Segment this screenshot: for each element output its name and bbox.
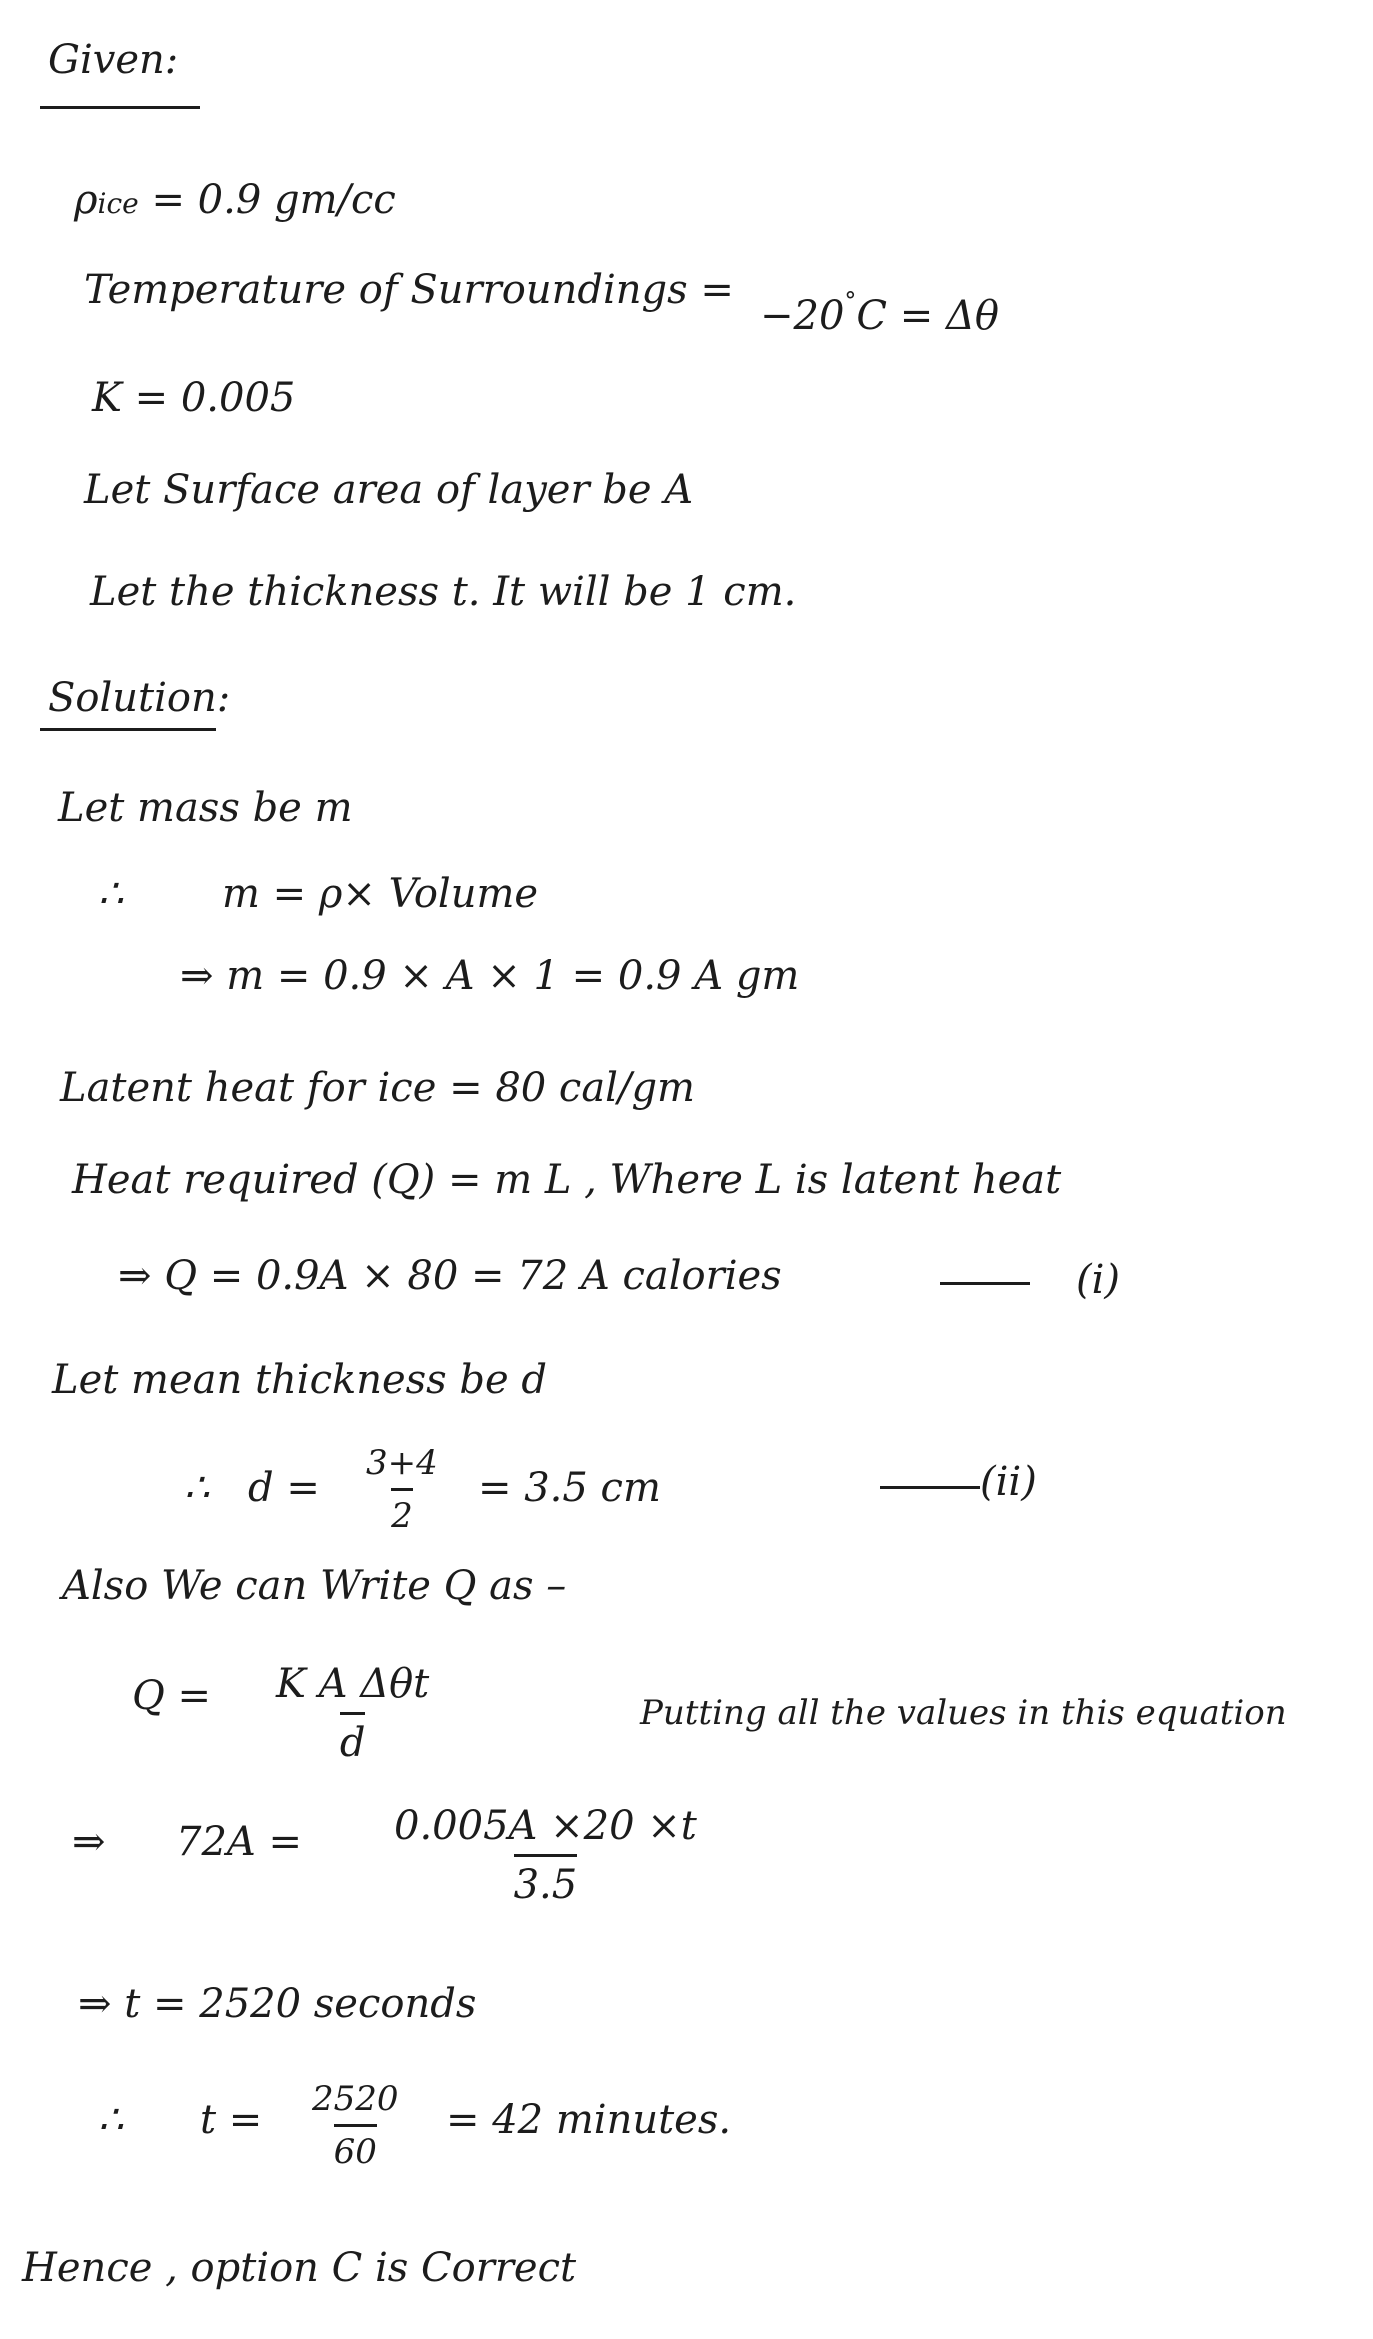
- therefore-3: ∴: [98, 2097, 124, 2143]
- latent-heat-line: Latent heat for ice = 80 cal/gm: [60, 1065, 695, 1111]
- given-underline: [40, 106, 200, 109]
- eq3-numerator: 0.005A ×20 ×t: [394, 1803, 697, 1849]
- t-seconds-line: ⇒ t = 2520 seconds: [78, 1981, 477, 2027]
- thickness-line: Let the thickness t. It will be 1 cm.: [90, 569, 797, 615]
- d-denominator: 2: [391, 1488, 413, 1533]
- eq3-fraction: [388, 1803, 703, 1908]
- mass-formula: m = ρ× Volume: [222, 871, 539, 917]
- q-fraction: [270, 1661, 435, 1766]
- eq3-denominator: 3.5: [514, 1854, 578, 1905]
- mass-intro: Let mass be m: [58, 785, 353, 831]
- temperature-unit: C = Δθ: [856, 293, 999, 339]
- density-symbol: ρ: [74, 177, 98, 223]
- therefore-1: ∴: [98, 871, 124, 917]
- q-lhs: Q =: [132, 1673, 212, 1719]
- temperature-label: Temperature of Surroundings =: [84, 267, 734, 313]
- q-numerator: K A Δθt: [276, 1661, 430, 1707]
- heat-required-line: Heat required (Q) = m L , Where L is latent heat: [72, 1157, 1062, 1203]
- eq3-arrow: ⇒: [72, 1819, 106, 1865]
- temperature-value-line: [760, 287, 999, 339]
- eq3-lhs: 72A =: [176, 1819, 303, 1865]
- d-numerator: 3+4: [366, 1443, 438, 1483]
- t-numerator: 2520: [312, 2079, 399, 2119]
- t-fraction: [306, 2079, 405, 2172]
- d-fraction: [360, 1443, 444, 1536]
- k-line: K = 0.005: [92, 375, 296, 421]
- q-denominator: d: [340, 1712, 366, 1763]
- area-line: Let Surface area of layer be A: [84, 467, 694, 513]
- putting-note: Putting all the values in this equation: [640, 1693, 1287, 1733]
- density-line: [74, 177, 396, 223]
- mass-calculation: ⇒ m = 0.9 × A × 1 = 0.9 A gm: [180, 953, 800, 999]
- conclusion-line: Hence , option C is Correct: [22, 2245, 577, 2291]
- density-subscript: ice: [97, 187, 139, 220]
- eq2-tag: (ii): [980, 1459, 1037, 1505]
- t-result: = 42 minutes.: [446, 2097, 732, 2143]
- t-lhs: t =: [200, 2097, 263, 2143]
- given-heading: Given:: [48, 37, 179, 83]
- temperature-value: −20: [760, 293, 845, 339]
- therefore-2: ∴: [184, 1465, 210, 1511]
- d-lhs: d =: [248, 1465, 320, 1511]
- eq1-dash: [940, 1282, 1030, 1285]
- solution-heading: Solution:: [48, 675, 231, 721]
- solution-underline: [40, 728, 216, 731]
- eq2-dash: [880, 1486, 980, 1489]
- d-result: = 3.5 cm: [478, 1465, 661, 1511]
- mean-thickness-intro: Let mean thickness be d: [52, 1357, 548, 1403]
- eq1-tag: (i): [1076, 1257, 1121, 1303]
- also-line: Also We can Write Q as –: [62, 1563, 567, 1609]
- t-denominator: 60: [334, 2124, 377, 2169]
- density-value: = 0.9 gm/cc: [151, 177, 396, 223]
- degree-symbol: °: [844, 287, 857, 315]
- heat-calculation: ⇒ Q = 0.9A × 80 = 72 A calories: [118, 1253, 782, 1299]
